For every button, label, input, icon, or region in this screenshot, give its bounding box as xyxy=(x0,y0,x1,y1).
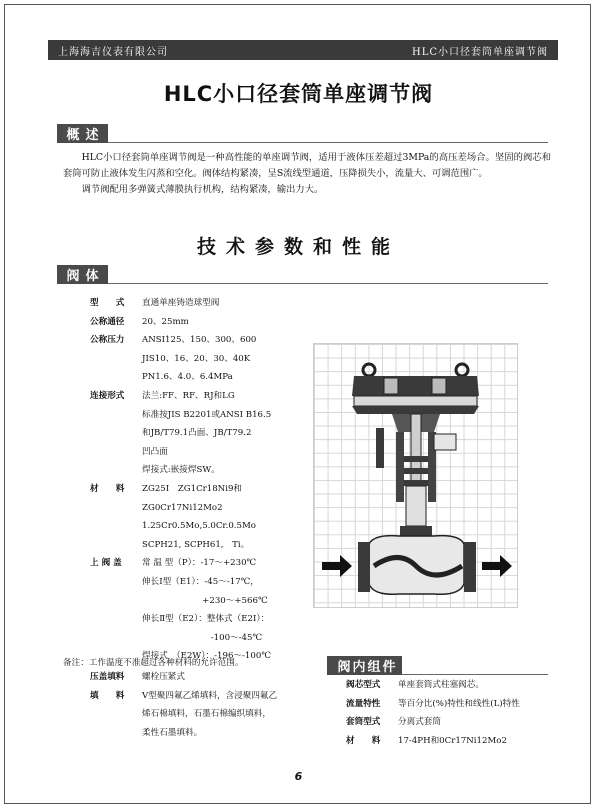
spec-row: 流量特性 等百分比(%)特性和线性(L)特性 xyxy=(346,698,520,709)
valve-illustration xyxy=(313,343,518,608)
spec-row: 型 式 直通单座铸造球型阀 xyxy=(90,298,220,308)
spec-row: 焊接式 （E2W）：-196～-100℃ xyxy=(142,651,271,662)
section-tag-trim: 阀内组件 xyxy=(327,656,402,675)
section-tag-overview: 概述 xyxy=(57,124,108,143)
spec-row: ZG0Cr17Ni12Mo2 xyxy=(142,502,223,513)
spec-row: 套筒型式 分离式套筒 xyxy=(346,717,441,727)
spec-row: 压盖填料 螺栓压紧式 xyxy=(90,672,185,682)
spec-row: 凹凸面 xyxy=(142,446,168,457)
spec-row: SCPH21, SCPH61, Ti。 xyxy=(142,539,250,550)
spec-row: 伸长Ⅱ型（E2）：整体式（E2I）： xyxy=(142,614,270,625)
spec-row: 连接形式 法兰:FF、RF、RJ和LG xyxy=(90,390,235,401)
overview-text xyxy=(63,150,551,198)
section-rule xyxy=(402,674,548,675)
spec-row: +230～+566℃ xyxy=(142,595,268,606)
overview-paragraph: 调节阀配用多弹簧式薄膜执行机构，结构紧凑，输出力大。 xyxy=(81,184,324,195)
section-rule xyxy=(108,142,548,143)
spec-row: 柔性石墨填料。 xyxy=(142,727,203,738)
section-tag-body: 阀体 xyxy=(57,265,108,284)
trim-spec-list xyxy=(346,676,520,750)
spec-row: 填 料 V型聚四氟乙烯填料，含浸聚四氟乙 xyxy=(90,690,278,701)
section-rule xyxy=(108,283,548,284)
body-spec-list xyxy=(90,294,271,666)
spec-row: 材 料 ZG25I ZG1Cr18Ni9和 xyxy=(90,483,243,494)
spec-row: 上 阀 盖 常 温 型（P）：-17～+230℃ xyxy=(90,558,257,569)
spec-row: 阀芯型式 单座套筒式柱塞阀芯。 xyxy=(346,680,484,690)
spec-row: -100～-45℃ xyxy=(142,632,263,643)
spec-row: 公称压力 ANSI125、150、300、600 xyxy=(90,335,257,346)
spec-row: 烯石棉填料，石墨石棉编织填料， xyxy=(142,709,271,720)
company-name: 上海海吉仪表有限公司 xyxy=(58,46,168,58)
spec-row: 材 料 17-4PH和0Cr17Ni12Mo2 xyxy=(346,735,507,746)
control-valve-drawing xyxy=(314,344,519,609)
header-bar xyxy=(48,40,558,60)
spec-row: 标准按JIS B2201或ANSI B16.5 xyxy=(142,409,272,420)
page-title: HLC小口径套筒单座调节阀 xyxy=(163,82,434,106)
spec-row: 和JB/T79.1凸面、JB/T79.2 xyxy=(142,428,252,439)
packing-spec-list xyxy=(90,668,277,742)
tech-title: 技术参数和性能 xyxy=(196,236,400,258)
overview-paragraph: HLC小口径套筒单座调节阀是一种高性能的单座调节阀，适用于液体压差超过3MPa的高压差场合。坚固的阀芯和套筒可防止液体发生闪蒸和空化。阀体结构紧凑，呈S流线型通道，压降损失小，流量大、可调范围广。 xyxy=(63,152,551,179)
spec-row: JIS10、16、20、30、40K xyxy=(142,353,251,364)
spec-row: PN1.6、4.0、6.4MPa xyxy=(142,372,233,383)
spec-row: 1.25Cr0.5Mo,5.0Cr.0.5Mo xyxy=(142,521,256,532)
temperature-note: 备注：工作温度不准超过各种材料的允许范围。 xyxy=(63,658,244,668)
spec-row: 焊接式:嵌接焊SW。 xyxy=(142,465,220,476)
spec-row: 伸长Ⅰ型（E1）：-45～-17℃， xyxy=(142,576,259,587)
spec-row: 公称通径 20、25mm xyxy=(90,316,189,327)
header-product: HLC小口径套筒单座调节阀 xyxy=(411,46,548,58)
page-number: 6 xyxy=(294,770,303,783)
